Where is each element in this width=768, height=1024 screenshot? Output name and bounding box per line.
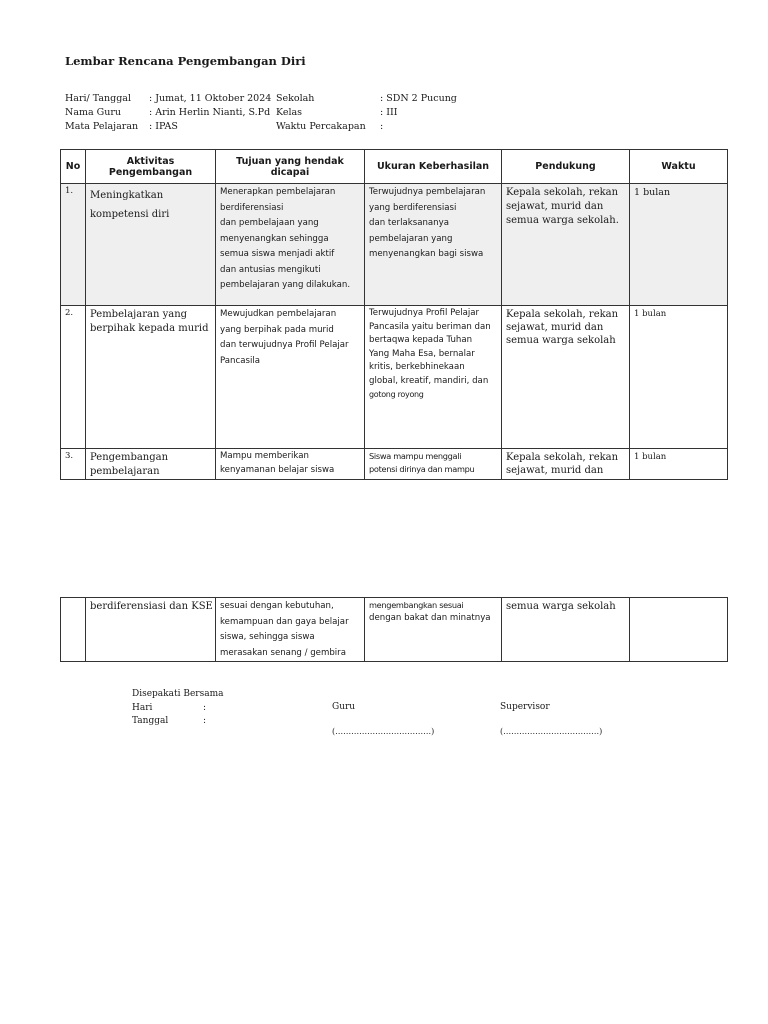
cont-tujuan: sesuai dengan kebutuhan, kemampuan dan gaya belajar siswa, sehingga siswa merasakan senang / gembira [216, 598, 365, 662]
row-2-no: 2. [61, 306, 86, 449]
guru-sign-label: Guru [332, 702, 356, 712]
sig-hari-colon: : [203, 702, 207, 713]
table-row [61, 449, 728, 480]
row-3-no: 3. [61, 449, 86, 480]
row-3-ukuran: Siswa mampu menggali potensi dirinya dan mampu [365, 449, 502, 480]
guru-signature [332, 701, 434, 738]
row-1-ukuran: Terwujudnya pembelajaran yang berdiferensiasi dan terlaksananya pembelajaran yang menyenangkan bagi siswa [365, 184, 502, 306]
info-right [276, 92, 457, 134]
header-no: No [61, 150, 86, 184]
guru-value: : Arin Herlin Nianti, S.Pd [149, 107, 271, 118]
table-header-row [61, 150, 728, 184]
row-1-no: 1. [61, 184, 86, 306]
row-1-tujuan: Menerapkan pembelajaran berdiferensiasi dan pembelajaan yang menyenangkan sehingga semua siswa menjadi aktif dan antusias mengikuti pembelajaran yang dilakukan. [216, 184, 365, 306]
row-3-tujuan: Mampu memberikan kenyamanan belajar siswa [216, 449, 365, 480]
table-row [61, 184, 728, 306]
table-row [61, 598, 728, 662]
row-3-waktu: 1 bulan [630, 449, 728, 480]
guru-label: Nama Guru [65, 107, 122, 118]
row-1-aktivitas: Meningkatkan kompetensi diri [86, 184, 216, 306]
guru-sign-blank: (………………………………) [332, 726, 435, 736]
supervisor-signature [500, 701, 602, 738]
hari-label: Hari/ Tanggal [65, 93, 131, 104]
row-2-aktivitas: Pembelajaran yang berpihak kepada murid [86, 306, 216, 449]
supervisor-sign-blank: (………………………………) [500, 726, 603, 736]
sig-hari-label: Hari [132, 702, 153, 713]
hari-value: : Jumat, 11 Oktober 2024 [149, 93, 272, 104]
waktu-value: : [380, 121, 384, 132]
kelas-value: : III [380, 107, 398, 118]
header-pendukung: Pendukung [502, 150, 630, 184]
document-title: Lembar Rencana Pengembangan Diri [65, 54, 306, 68]
row-1-waktu: 1 bulan [630, 184, 728, 306]
development-plan-table [60, 149, 728, 480]
header-ukuran: Ukuran Keberhasilan [365, 150, 502, 184]
sekolah-label: Sekolah [276, 93, 315, 104]
row-3-pendukung: Kepala sekolah, rekan sejawat, murid dan [502, 449, 630, 480]
supervisor-sign-label: Supervisor [500, 702, 550, 712]
header-waktu: Waktu [630, 150, 728, 184]
kelas-label: Kelas [276, 107, 303, 118]
signature-left [132, 688, 223, 729]
header-tujuan: Tujuan yang hendak dicapai [216, 150, 365, 184]
waktu-label: Waktu Percakapan [276, 121, 366, 132]
header-aktivitas: Aktivitas Pengembangan [86, 150, 216, 184]
sekolah-value: : SDN 2 Pucung [380, 93, 457, 104]
cont-ukuran: mengembangkan sesuai dengan bakat dan minatnya [365, 598, 502, 662]
sig-tanggal-colon: : [203, 716, 207, 726]
row-1-pendukung: Kepala sekolah, rekan sejawat, murid dan semua warga sekolah. [502, 184, 630, 306]
agreed-label: Disepakati Bersama [132, 689, 224, 699]
continuation-table [60, 597, 728, 662]
row-2-waktu: 1 bulan [630, 306, 728, 449]
cont-pendukung: semua warga sekolah [502, 598, 630, 662]
cont-waktu [630, 598, 728, 662]
row-2-tujuan: Mewujudkan pembelajaran yang berpihak pada murid dan terwujudnya Profil Pelajar Pancasila [216, 306, 365, 449]
mapel-label: Mata Pelajaran [65, 121, 139, 132]
row-3-aktivitas: Pengembangan pembelajaran [86, 449, 216, 480]
row-2-ukuran: Terwujudnya Profil Pelajar Pancasila yaitu beriman dan bertaqwa kepada Tuhan Yang Maha Esa, bernalar kritis, berkebhinekaan global, kreatif, mandiri, dan gotong royong [365, 306, 502, 449]
info-left [65, 92, 271, 134]
sig-tanggal-label: Tanggal [132, 716, 169, 726]
cont-aktivitas: berdiferensiasi dan KSE [86, 598, 216, 662]
row-2-pendukung: Kepala sekolah, rekan sejawat, murid dan semua warga sekolah [502, 306, 630, 449]
mapel-value: : IPAS [149, 121, 178, 132]
cont-no [61, 598, 86, 662]
table-row [61, 306, 728, 449]
